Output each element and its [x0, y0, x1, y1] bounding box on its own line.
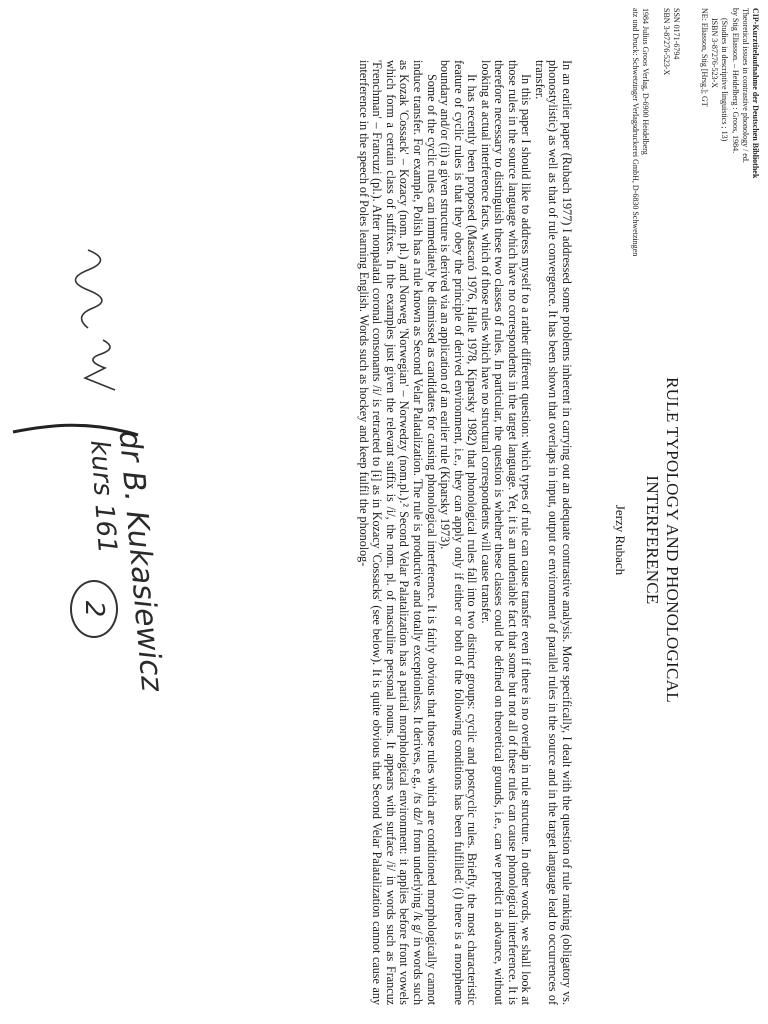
paragraph-2: In this paper I should like to address myself to a rather different question: which types of rule can cause transfer even if there is no overlap in rule structure. In other words, we shall look at those rules in the source language which have no correspondents in the target language. Yet, it is an undeniable fact that some but not all of these rules can cause phonological interference. It is therefore necessary to distinguish these two classes of rules. In particular, the question is whether these classes could be defined on theoretical grounds, i.e., can we predict in advance, without looking at actual interference facts, which of those rules which have no structural correspondents will cause transfer. [478, 60, 534, 1005]
cip-line: by Stig Eliasson. – Heidelberg : Groos, 1984. [730, 8, 740, 154]
copyright-line: 1984 Julius Groos Verlag, D-6900 Heidelberg [641, 8, 651, 155]
cip-series: (Studies in descriptive linguistics ; 13) [720, 18, 730, 142]
paragraph-1: In an earlier paper (Rubach 1977) I addressed some problems inherent in carrying out an adequate contrastive analysis. More specifically, I dealt with the question of rule ranking (obligatory vs. phonostylistic) as well as that of rule convergence. It has been shown that overlaps in input, output or environment of parallel rules in the source and in the target language lead to occurrences of transfer. [532, 60, 574, 1005]
paragraph-3: It has recently been proposed (Mascaró 1976, Halle 1978, Kiparsky 1982) that phonological rules fall into two distinct groups: cyclic and postcyclic rules. Briefly, the most characteristic feature of cyclic rules is that they obey the principle of derived environment, i.e., they can apply only if either or both of the following conditions has been fulfilled: (i) there is a morpheme boundary and/or (ii) a given structure is derived via an application of an earlier rule (Kiparsky 1973). [438, 60, 480, 1005]
paragraph-4: Some of the cyclic rules can immediately be dismissed as candidates for causing phonological interference. It is fairly obvious that those rules which are conditioned morphologically cannot induce transfer. For example, Polish has a rule known as Second Velar Palatalization. The rule is productive and totally exceptionless. It derives, e.g., /ts dz/¹ from underlying /k g/ in words such as Kozak 'Cossack' – Kozacy (nom. pl.) and Norweg 'Norwegian' – Norwedzy (nom.pl.).² Second Velar Palatalization has a partial morphological environment: it applies before front vowels which form a certain class of suffixes. In the examples just given the relevant suffix is /i/, the nom. pl. of masculine personal nouns. It appears with surface /i/ in words such as Francuz 'Frenchman' – Francuzi (pl.). After nonpalatal coronal consonants /i/ is retracted to [ɨ] as in Kozacy 'Cossacks' (see below). It is quite obvious that Second Velar Palatalization cannot cause any interference in the speech of Poles learning English. Words such as hockey and keep fulfil the phonolog- [356, 60, 439, 1005]
article-title-line1: RULE TYPOLOGY AND PHONOLOGICAL [663, 377, 682, 703]
cip-line: Theoretical issues in contrastive phonology / ed. [740, 8, 750, 163]
cip-heading: CIP-Kurztitelaufnahme der Deutschen Bibliothek [751, 8, 760, 179]
cip-isbn: ISBN 3-87276-523-X [710, 18, 720, 88]
handwritten-name: dr B. Kukasiewicz [111, 428, 170, 693]
handwritten-course: kurs 161 [84, 439, 122, 555]
isbn-number: SBN 3-87276-523-X [661, 8, 671, 76]
issn-number: SSN 0171-6794 [671, 8, 681, 60]
cip-catalog-record [580, 8, 760, 408]
author-name: Jerzy Rubach [613, 504, 628, 576]
handwritten-circled-number: 2 [70, 580, 118, 638]
cip-line: NE: Eliasson, Stig [Hrsg.]; GT [699, 8, 709, 107]
article-body [8, 60, 573, 1005]
printer-line: atz und Druck: Schwetzinger Verlagsdruckerei GmbH, D-6830 Schwetzingen [631, 8, 641, 257]
article-title-line2: INTERFERENCE [643, 475, 662, 605]
